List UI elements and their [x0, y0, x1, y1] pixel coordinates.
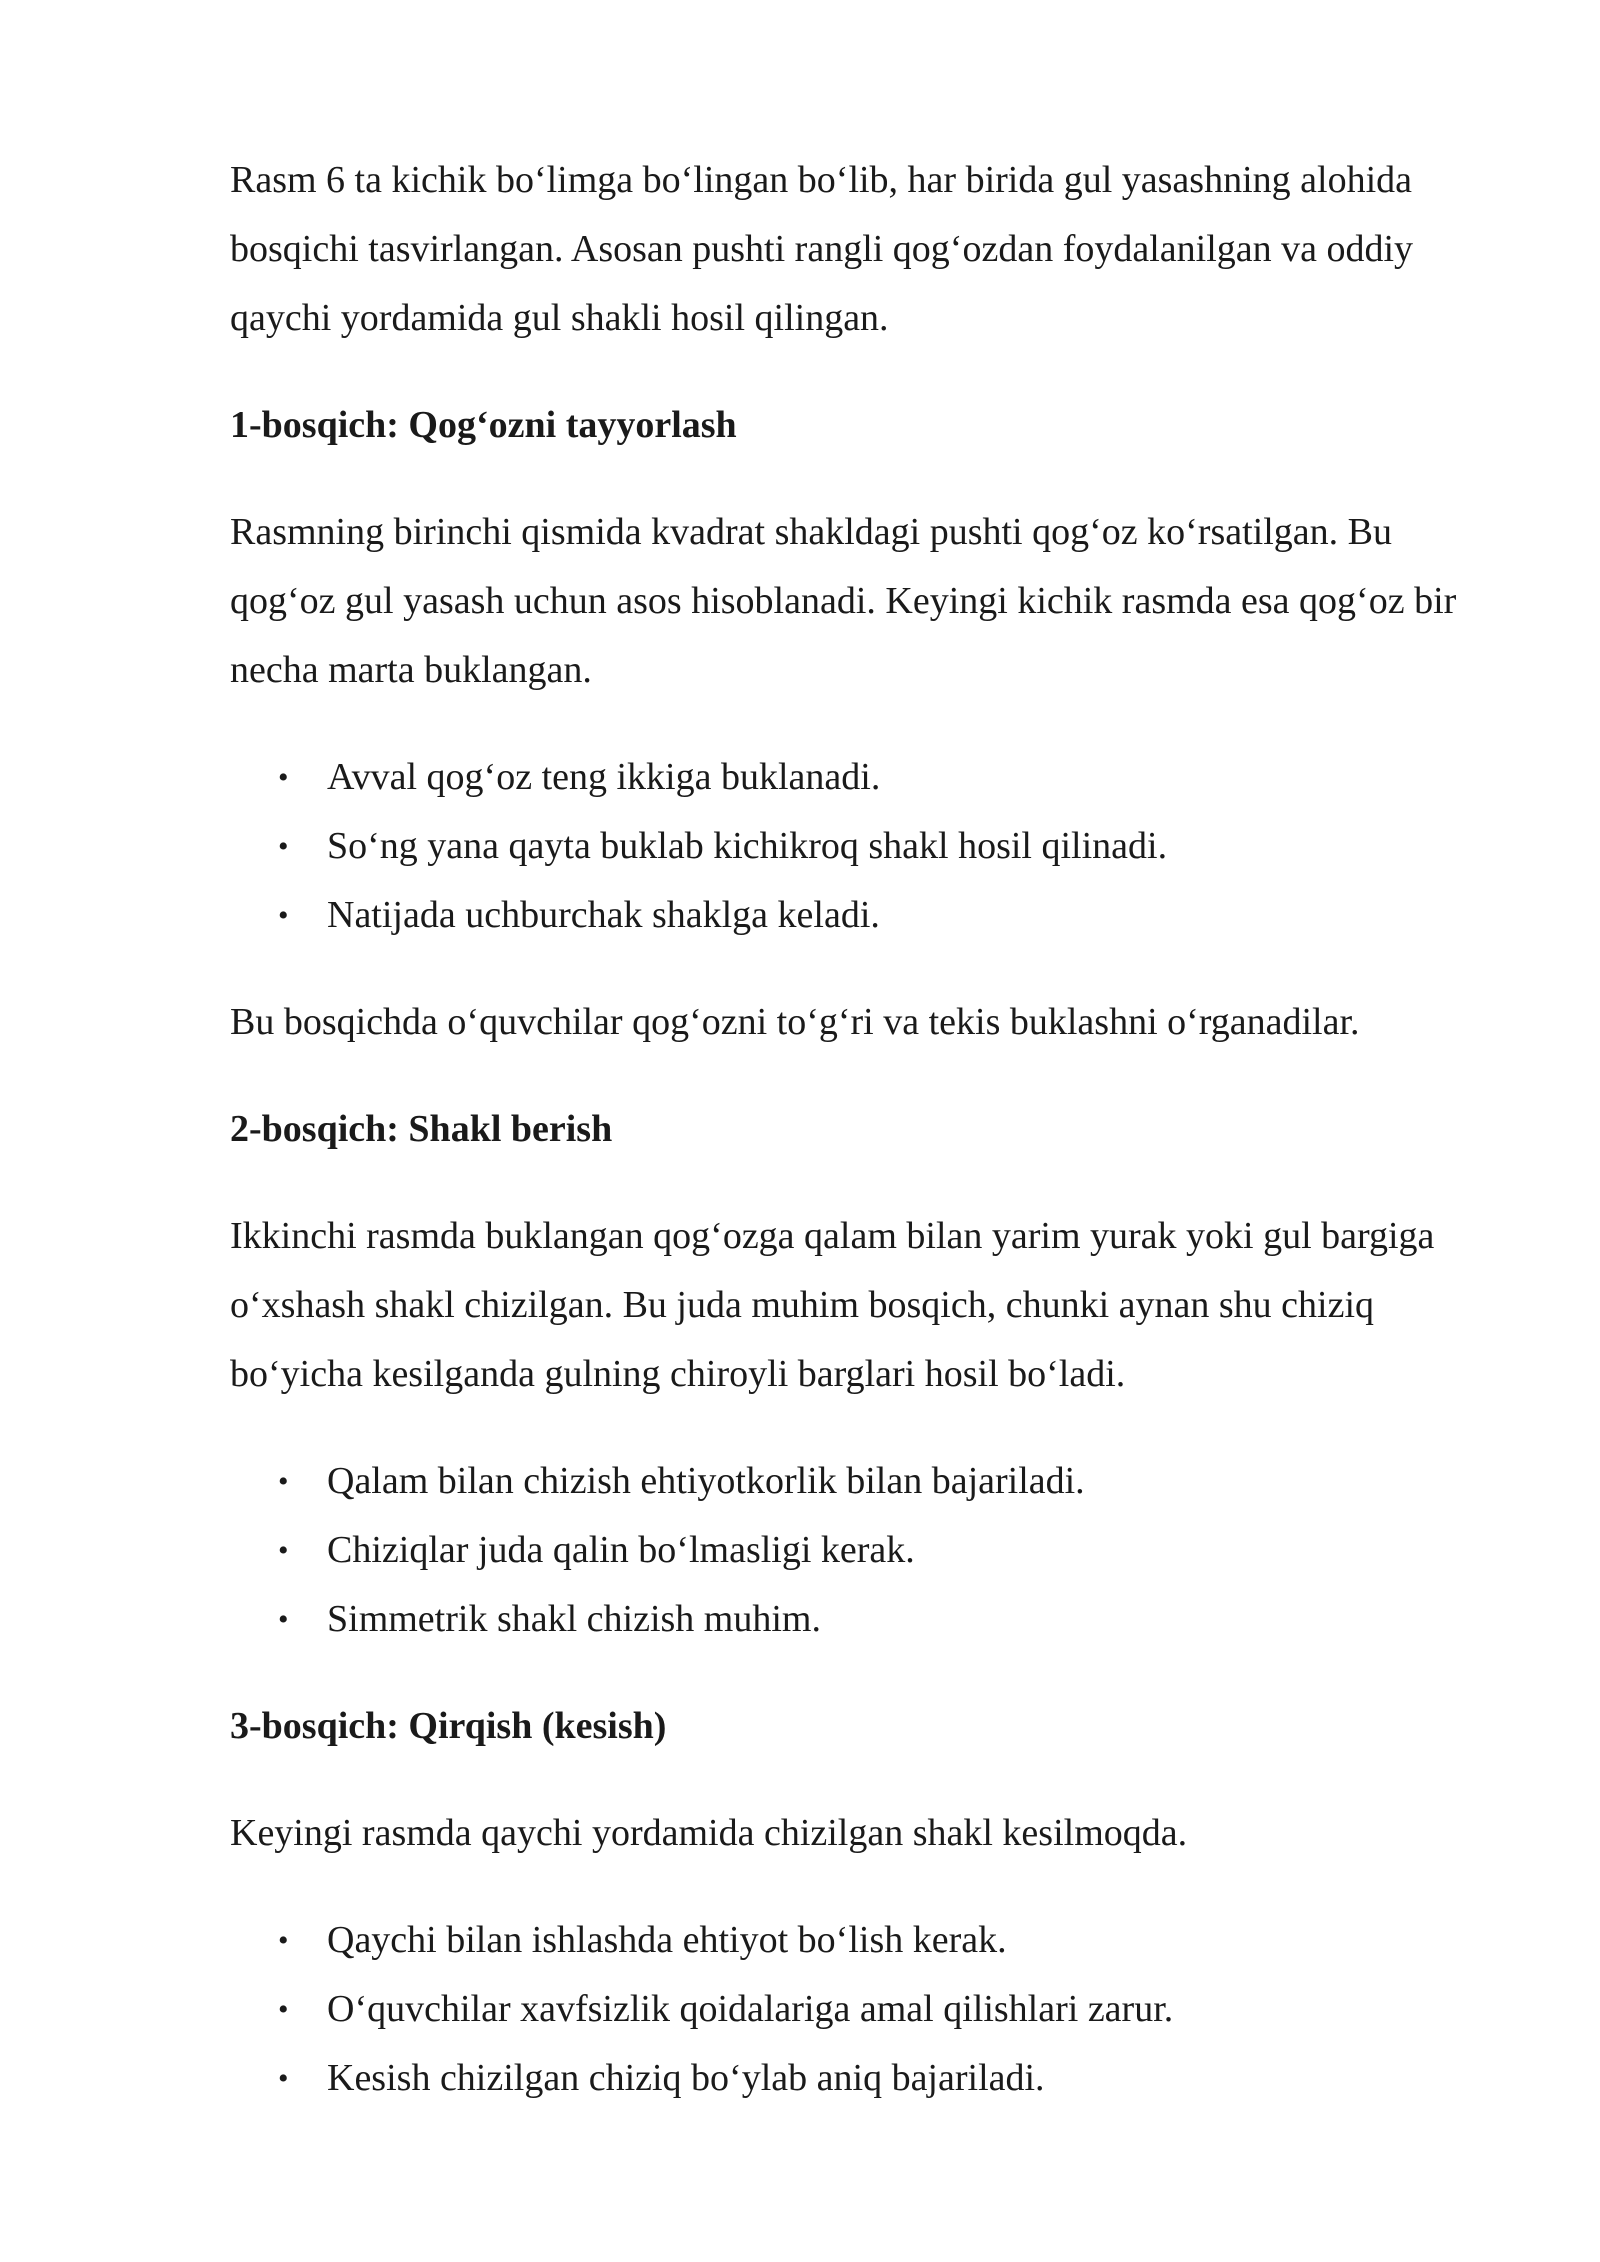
bullet-icon: •	[278, 1924, 289, 1957]
list-item-text: O‘quvchilar xavfsizlik qoidalariga amal qilishlari zarur.	[327, 1988, 1174, 2030]
intro-paragraph: Rasm 6 ta kichik bo‘limga bo‘lingan bo‘lib, har birida gul yasashning alohida bosqichi tasvirlangan. Asosan pushti rangli qog‘ozdan foydalanilgan va oddiy qaychi yordamida gul shakli hosil qilingan.	[230, 159, 1414, 339]
section-1-bullet-list	[230, 743, 1500, 950]
bullet-icon: •	[278, 1465, 289, 1498]
bullet-icon: •	[278, 1603, 289, 1636]
section-1-heading: 1-bosqich: Qog‘ozni tayyorlash	[230, 404, 737, 446]
list-item	[230, 1906, 1500, 1975]
list-item-text: Natijada uchburchak shaklga keladi.	[327, 894, 880, 936]
section-2-paragraph: Ikkinchi rasmda buklangan qog‘ozga qalam bilan yarim yurak yoki gul bargiga o‘xshash shakl chizilgan. Bu juda muhim bosqich, chunki aynan shu chiziq bo‘yicha kesilganda gulning chiroyli barglari hosil bo‘ladi.	[230, 1215, 1435, 1395]
section-3-paragraph: Keyingi rasmda qaychi yordamida chizilgan shakl kesilmoqda.	[230, 1812, 1188, 1854]
list-item	[230, 2044, 1500, 2113]
bullet-icon: •	[278, 761, 289, 794]
list-item-text: So‘ng yana qayta buklab kichikroq shakl hosil qilinadi.	[327, 825, 1168, 867]
list-item	[230, 1585, 1500, 1654]
section-1-paragraph: Rasmning birinchi qismida kvadrat shakldagi pushti qog‘oz ko‘rsatilgan. Bu qog‘oz gul yasash uchun asos hisoblanadi. Keyingi kichik rasmda esa qog‘oz bir necha marta buklangan.	[230, 511, 1457, 691]
section-2-bullet-list	[230, 1447, 1500, 1654]
list-item	[230, 1447, 1500, 1516]
list-item-text: Chiziqlar juda qalin bo‘lmasligi kerak.	[327, 1529, 915, 1571]
list-item-text: Avval qog‘oz teng ikkiga buklanadi.	[327, 756, 881, 798]
bullet-icon: •	[278, 1534, 289, 1567]
bullet-icon: •	[278, 830, 289, 863]
bullet-icon: •	[278, 899, 289, 932]
list-item	[230, 1516, 1500, 1585]
list-item	[230, 881, 1500, 950]
list-item-text: Simmetrik shakl chizish muhim.	[327, 1598, 821, 1640]
document-page	[230, 146, 1500, 2151]
list-item-text: Qalam bilan chizish ehtiyotkorlik bilan bajariladi.	[327, 1460, 1085, 1502]
section-2-heading: 2-bosqich: Shakl berish	[230, 1108, 613, 1150]
list-item-text: Qaychi bilan ishlashda ehtiyot bo‘lish kerak.	[327, 1919, 1007, 1961]
section-3-bullet-list	[230, 1906, 1500, 2113]
section-1-closing-paragraph: Bu bosqichda o‘quvchilar qog‘ozni to‘g‘ri va tekis buklashni o‘rganadilar.	[230, 1001, 1360, 1043]
bullet-icon: •	[278, 2062, 289, 2095]
bullet-icon: •	[278, 1993, 289, 2026]
list-item-text: Kesish chizilgan chiziq bo‘ylab aniq bajariladi.	[327, 2057, 1045, 2099]
list-item	[230, 743, 1500, 812]
section-3-heading: 3-bosqich: Qirqish (kesish)	[230, 1705, 667, 1747]
list-item	[230, 1975, 1500, 2044]
list-item	[230, 812, 1500, 881]
